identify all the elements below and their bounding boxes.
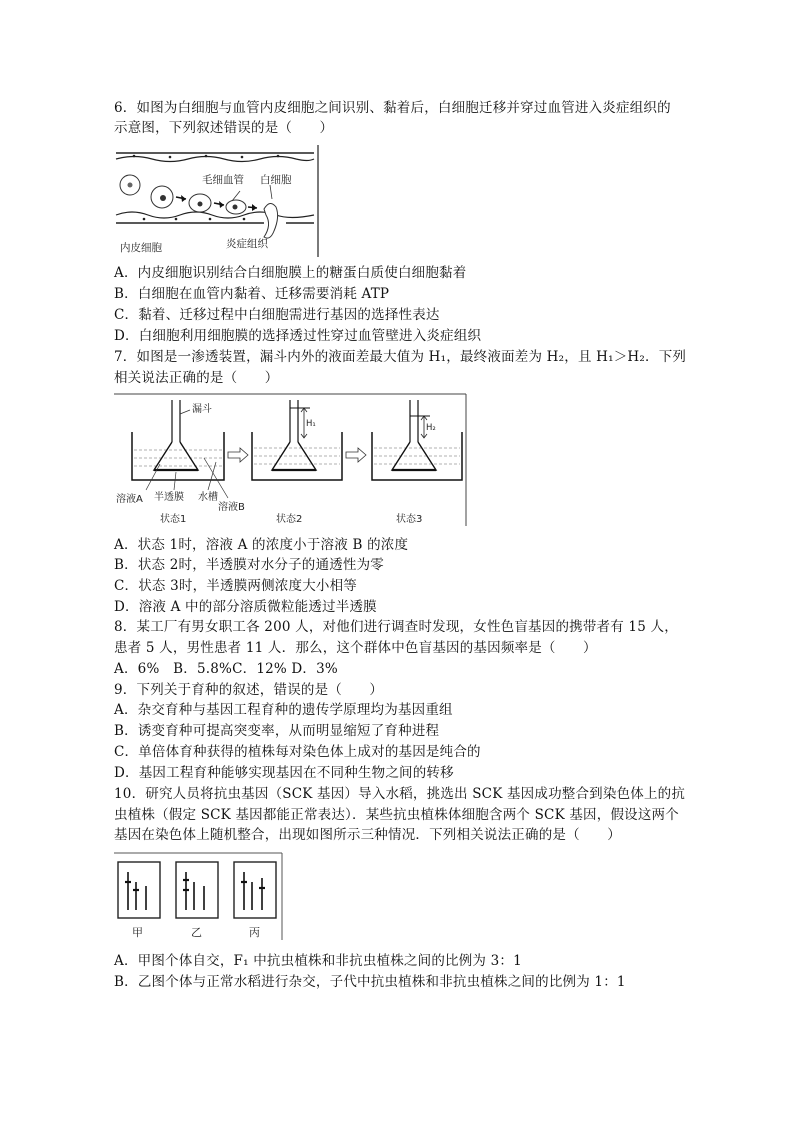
q7-label-state2: 状态2 [276, 514, 303, 525]
q9-option-b: B．诱变育种可提高突变率，从而明显缩短了育种进程 [114, 723, 440, 739]
q9-option-d: D．基因工程育种能够实现基因在不同种生物之间的转移 [114, 765, 454, 781]
q6-option-b: B．白细胞在血管内黏着、迁移需要消耗 ATP [114, 286, 390, 302]
q7-label-solution-a: 溶液A [116, 494, 143, 505]
q7-state3 [372, 400, 462, 525]
q10-option-b: B．乙图个体与正常水稻进行杂交，子代中抗虫植株和非抗虫植株之间的比例为 1：1 [114, 974, 626, 990]
q6-label-endothelial: 内皮细胞 [120, 242, 162, 254]
q8-options: A．6% B．5.8%C．12% D．3% [114, 661, 338, 677]
q7-label-state1: 状态1 [160, 514, 187, 525]
q6-stem-line-2: 示意图，下列叙述错误的是（ ） [114, 120, 334, 136]
q10-label-yi: 乙 [191, 926, 202, 939]
q10-stem-line-3: 基因在染色体上随机整合，出现如图所示三种情况．下列相关说法正确的是（ ） [114, 827, 621, 843]
q6-option-d: D．白细胞利用细胞膜的选择透过性穿过血管壁进入炎症组织 [114, 328, 482, 344]
q10-option-a: A．甲图个体自交，F₁ 中抗虫植株和非抗虫植株之间的比例为 3：1 [114, 953, 522, 969]
q6-label-inflamed: 炎症组织 [226, 238, 268, 250]
q7-stem-line-2: 相关说法正确的是（ ） [114, 370, 279, 386]
q7-label-h1: H₁ [306, 419, 316, 429]
q10-label-jia: 甲 [132, 926, 143, 939]
q7-option-a: A．状态 1时，溶液 A 的浓度小于溶液 B 的浓度 [114, 537, 409, 553]
q7-label-state3: 状态3 [396, 514, 423, 525]
q6-label-wbc: 白细胞 [260, 174, 292, 186]
q7-label-funnel: 漏斗 [192, 404, 212, 415]
q10-stem-line-2: 虫植株（假定 SCK 基因都能正常表达）．某些抗虫植株体细胞含两个 SCK 基因，假设这两个 [114, 807, 679, 823]
q8-stem-line-2: 患者 5 人，男性患者 11 人．那么，这个群体中色盲基因的基因频率是（ ） [114, 640, 597, 656]
q6-stem-line-1: 6．如图为白细胞与血管内皮细胞之间识别、黏着后，白细胞迁移并穿过血管进入炎症组织的 [114, 100, 671, 116]
q6-option-c: C．黏着、迁移过程中白细胞需进行基因的选择性表达 [114, 307, 440, 323]
q9-option-c: C．单倍体育种获得的植株每对染色体上成对的基因是纯合的 [114, 744, 481, 760]
q9-option-a: A．杂交育种与基因工程育种的遗传学原理均为基因重组 [114, 702, 453, 718]
q6-label-capillary: 毛细血管 [202, 174, 244, 186]
q10-stem-line-1: 10．研究人员将抗虫基因（SCK 基因）导入水稻，挑选出 SCK 基因成功整合到染色体上的抗 [114, 786, 686, 802]
q8-stem-line-1: 8．某工厂有男女职工各 200 人，对他们进行调查时发现，女性色盲基因的携带者有 15 人， [114, 619, 678, 635]
q10-figure [114, 852, 286, 942]
q7-option-b: B．状态 2时，半透膜对水分子的通透性为零 [114, 557, 385, 573]
q7-state2 [252, 400, 342, 525]
q7-state1 [116, 400, 245, 525]
q7-label-membrane: 半透膜 [154, 492, 184, 503]
q6-option-a: A．内皮细胞识别结合白细胞膜上的糖蛋白质使白细胞黏着 [114, 265, 467, 281]
q7-option-c: C．状态 3时，半透膜两侧浓度大小相等 [114, 578, 358, 594]
q7-figure [114, 392, 470, 526]
q7-label-h2: H₂ [426, 423, 436, 433]
q6-figure [114, 145, 324, 257]
q7-label-tank: 水槽 [198, 492, 218, 503]
q9-stem: 9．下列关于育种的叙述，错误的是（ ） [114, 682, 384, 698]
q7-option-d: D．溶液 A 中的部分溶质微粒能透过半透膜 [114, 599, 377, 615]
q7-label-solution-b: 溶液B [218, 502, 245, 513]
q7-stem-line-1: 7．如图是一渗透装置，漏斗内外的液面差最大值为 H₁，最终液面差为 H₂，且 H₁＞H₂．下列 [114, 349, 687, 365]
q10-label-bing: 丙 [249, 926, 260, 939]
